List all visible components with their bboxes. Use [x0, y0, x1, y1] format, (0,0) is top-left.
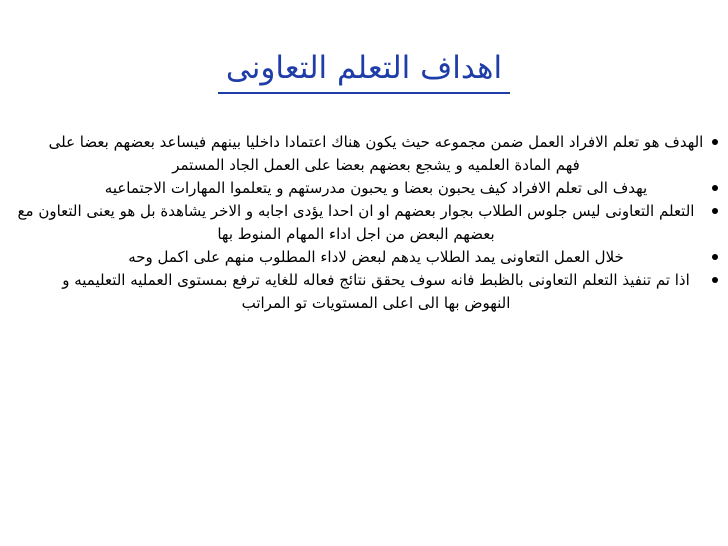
bullet-dot-icon — [712, 208, 718, 214]
bullet-text: اذا تم تنفيذ التعلم التعاونى بالظبط فانه سوف يحقق نتائج فعاله للغايه ترفع بمستوى العمليه التعليميه و النهوض بها الى اعلى المستويات تو المراتب — [62, 271, 690, 312]
bullet-item — [40, 177, 712, 200]
bullet-item — [0, 200, 712, 246]
bullet-item — [40, 269, 712, 315]
bullet-dot-icon — [712, 185, 718, 191]
bullet-item — [40, 131, 712, 177]
bullet-dot-icon — [712, 139, 718, 145]
slide-title-text: اهداف التعلم التعاونى — [218, 46, 510, 94]
bullet-dot-icon — [712, 254, 718, 260]
bullet-text: يهدف الى تعلم الافراد كيف يحبون بعضا و يحبون مدرستهم و يتعلموا المهارات الاجتماعيه — [104, 179, 648, 197]
bullet-list — [17, 131, 712, 315]
bullet-dot-icon — [712, 277, 718, 283]
bullet-text: التعلم التعاونى ليس جلوس الطلاب بجوار بعضهم او ان احدا يؤدى اجابه و الاخر يشاهدة بل هو يعنى التعاون مع بعضهم البعض من اجل اداء المهام المنوط بها — [17, 202, 695, 243]
bullet-item — [40, 246, 712, 269]
bullet-text: الهدف هو تعلم الافراد العمل ضمن مجموعه حيث يكون هناك اعتمادا داخليا بينهم فيساعد بعضهم بعضا على فهم المادة العلميه و يشجع بعضهم بعضا على العمل الجاد المستمر — [48, 133, 704, 174]
bullet-text: خلال العمل التعاونى يمد الطلاب يدهم لبعض لاداء المطلوب منهم على اكمل وحه — [128, 248, 624, 266]
slide-title — [0, 44, 728, 94]
